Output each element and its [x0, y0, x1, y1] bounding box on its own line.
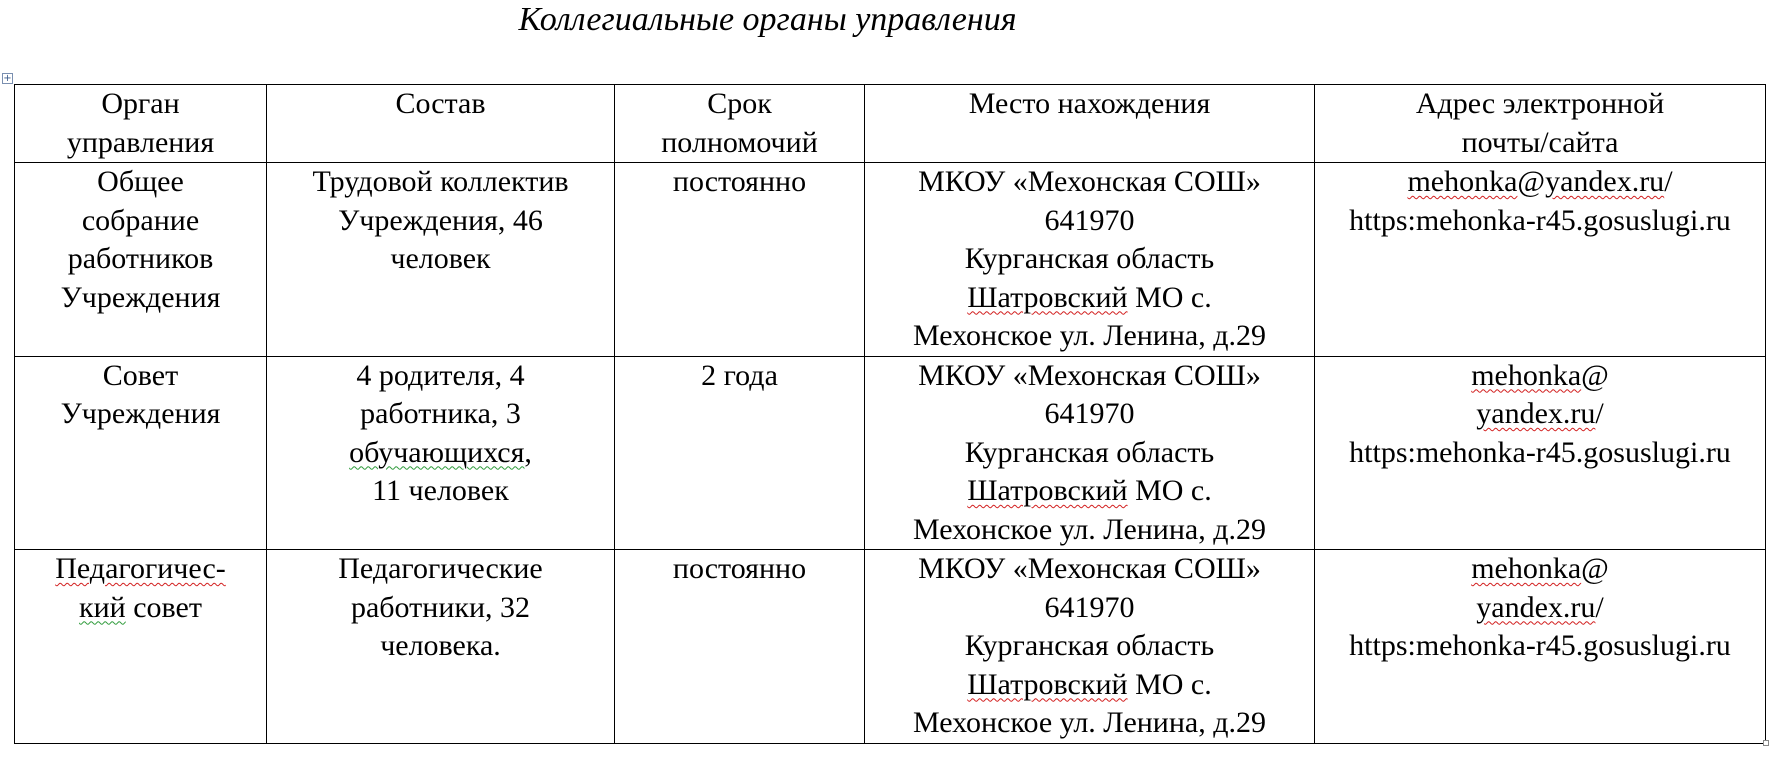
cell-organ — [15, 550, 267, 744]
spellcheck-word: mehonka — [1407, 165, 1518, 198]
cell-location — [865, 356, 1315, 550]
spellcheck-word: Шатровский — [967, 280, 1128, 314]
spellcheck-word: yandex.ru — [1545, 165, 1665, 198]
cell-text: работники, 32 — [350, 590, 531, 624]
cell-text-fragment: , — [524, 435, 532, 469]
header-location — [865, 85, 1315, 163]
cell-text: Педагогические — [338, 552, 543, 585]
cell-composition — [267, 163, 615, 357]
cell-text: Мехонское ул. Ленина, д.29 — [912, 319, 1266, 352]
spellcheck-word: Шатровский — [967, 667, 1128, 701]
cell-text: 4 родителя, 4 — [356, 358, 525, 392]
cell-text: 11 человек — [372, 474, 509, 507]
site-line: https:mehonka-r45.gosuslugi.ru — [1349, 203, 1731, 237]
cell-text-fragment: МО с. — [1127, 474, 1212, 507]
spellcheck-word: yandex.ru — [1476, 397, 1596, 430]
table-row — [15, 163, 1766, 357]
cell-composition — [267, 550, 615, 744]
cell-organ — [15, 356, 267, 550]
cell-text: Курганская область — [964, 242, 1215, 275]
spellcheck-word: mehonka — [1471, 552, 1582, 585]
cell-term — [615, 163, 865, 357]
cell-text-fragment: совет — [125, 590, 202, 624]
cell-text: человека. — [380, 629, 501, 662]
cell-text-fragment: @ — [1581, 552, 1609, 585]
cell-text: Трудовой коллектив — [312, 165, 569, 198]
cell-organ — [15, 163, 267, 357]
cell-text — [865, 279, 1314, 318]
cell-text: 641970 — [1044, 397, 1135, 430]
table-header-row — [15, 85, 1766, 163]
email-line — [1315, 550, 1765, 589]
cell-contact — [1315, 163, 1766, 357]
spellcheck-word: mehonka — [1471, 358, 1582, 392]
header-organ — [15, 85, 267, 163]
cell-text-fragment: МО с. — [1127, 667, 1212, 701]
cell-text: Учреждения — [60, 397, 221, 430]
cell-text: Мехонское ул. Ленина, д.29 — [912, 706, 1266, 739]
cell-text: постоянно — [672, 552, 807, 585]
cell-text-fragment: @ — [1517, 165, 1546, 198]
cell-text: МКОУ «Мехонская СОШ» — [918, 552, 1261, 585]
grammar-check-word: кий — [79, 590, 126, 624]
cell-text: Общее — [97, 165, 184, 198]
cell-text: постоянно — [672, 165, 807, 198]
cell-text-fragment: / — [1595, 397, 1604, 430]
cell-text-fragment: МО с. — [1127, 280, 1212, 314]
site-line: https:mehonka-r45.gosuslugi.ru — [1349, 435, 1731, 469]
cell-text: Курганская область — [964, 629, 1215, 662]
governance-table — [14, 84, 1766, 744]
cell-text — [15, 550, 266, 589]
cell-text — [865, 666, 1314, 705]
cell-term — [615, 550, 865, 744]
document-title: Коллегиальные органы управления — [518, 1, 1017, 38]
site-line: https:mehonka-r45.gosuslugi.ru — [1349, 629, 1731, 662]
cell-text: Курганская область — [964, 435, 1215, 469]
cell-text-fragment: @ — [1581, 358, 1609, 392]
cell-text — [267, 434, 614, 473]
email-line — [1315, 589, 1765, 628]
header-text: почты/сайта — [1461, 125, 1619, 159]
cell-text — [15, 589, 266, 628]
header-text: Адрес электронной — [1415, 87, 1665, 120]
cell-contact — [1315, 550, 1766, 744]
cell-text: Совет — [102, 358, 179, 392]
header-text: Орган — [101, 87, 180, 120]
cell-text: Учреждения — [60, 280, 221, 314]
table-resize-handle[interactable] — [1763, 740, 1769, 746]
table-row — [15, 550, 1766, 744]
header-text: управления — [66, 125, 215, 159]
cell-text: собрание — [81, 203, 200, 237]
spellcheck-word: Шатровский — [967, 474, 1128, 507]
cell-location — [865, 550, 1315, 744]
cell-text: работника, 3 — [360, 397, 521, 430]
cell-text-fragment: / — [1664, 165, 1673, 198]
header-text: полномочий — [661, 125, 818, 159]
header-text: Место нахождения — [968, 87, 1211, 120]
cell-text: МКОУ «Мехонская СОШ» — [918, 358, 1261, 392]
header-contact — [1315, 85, 1766, 163]
cell-location — [865, 163, 1315, 357]
email-line — [1315, 357, 1765, 396]
cell-term — [615, 356, 865, 550]
cell-text: 2 года — [701, 358, 778, 392]
email-line — [1315, 395, 1765, 434]
grammar-check-word: обучающихся — [349, 435, 525, 469]
cell-text: 641970 — [1044, 203, 1135, 237]
spellcheck-word: yandex.ru — [1476, 590, 1596, 624]
cell-text: человек — [390, 242, 491, 275]
cell-text — [865, 472, 1314, 511]
cell-text: Мехонское ул. Ленина, д.29 — [912, 512, 1266, 546]
cell-text: 641970 — [1044, 590, 1135, 624]
cell-text: работников — [67, 242, 214, 275]
cell-contact — [1315, 356, 1766, 550]
header-text: Состав — [395, 87, 486, 120]
table-move-handle-icon[interactable]: + — [3, 73, 12, 84]
spellcheck-word: Педагогичес- — [55, 552, 226, 585]
cell-text: МКОУ «Мехонская СОШ» — [918, 165, 1261, 198]
header-term — [615, 85, 865, 163]
email-line — [1315, 163, 1765, 202]
cell-composition — [267, 356, 615, 550]
header-text: Срок — [707, 87, 772, 120]
table-row — [15, 356, 1766, 550]
header-composition — [267, 85, 615, 163]
cell-text: Учреждения, 46 — [338, 203, 543, 237]
cell-text-fragment: / — [1595, 590, 1604, 624]
